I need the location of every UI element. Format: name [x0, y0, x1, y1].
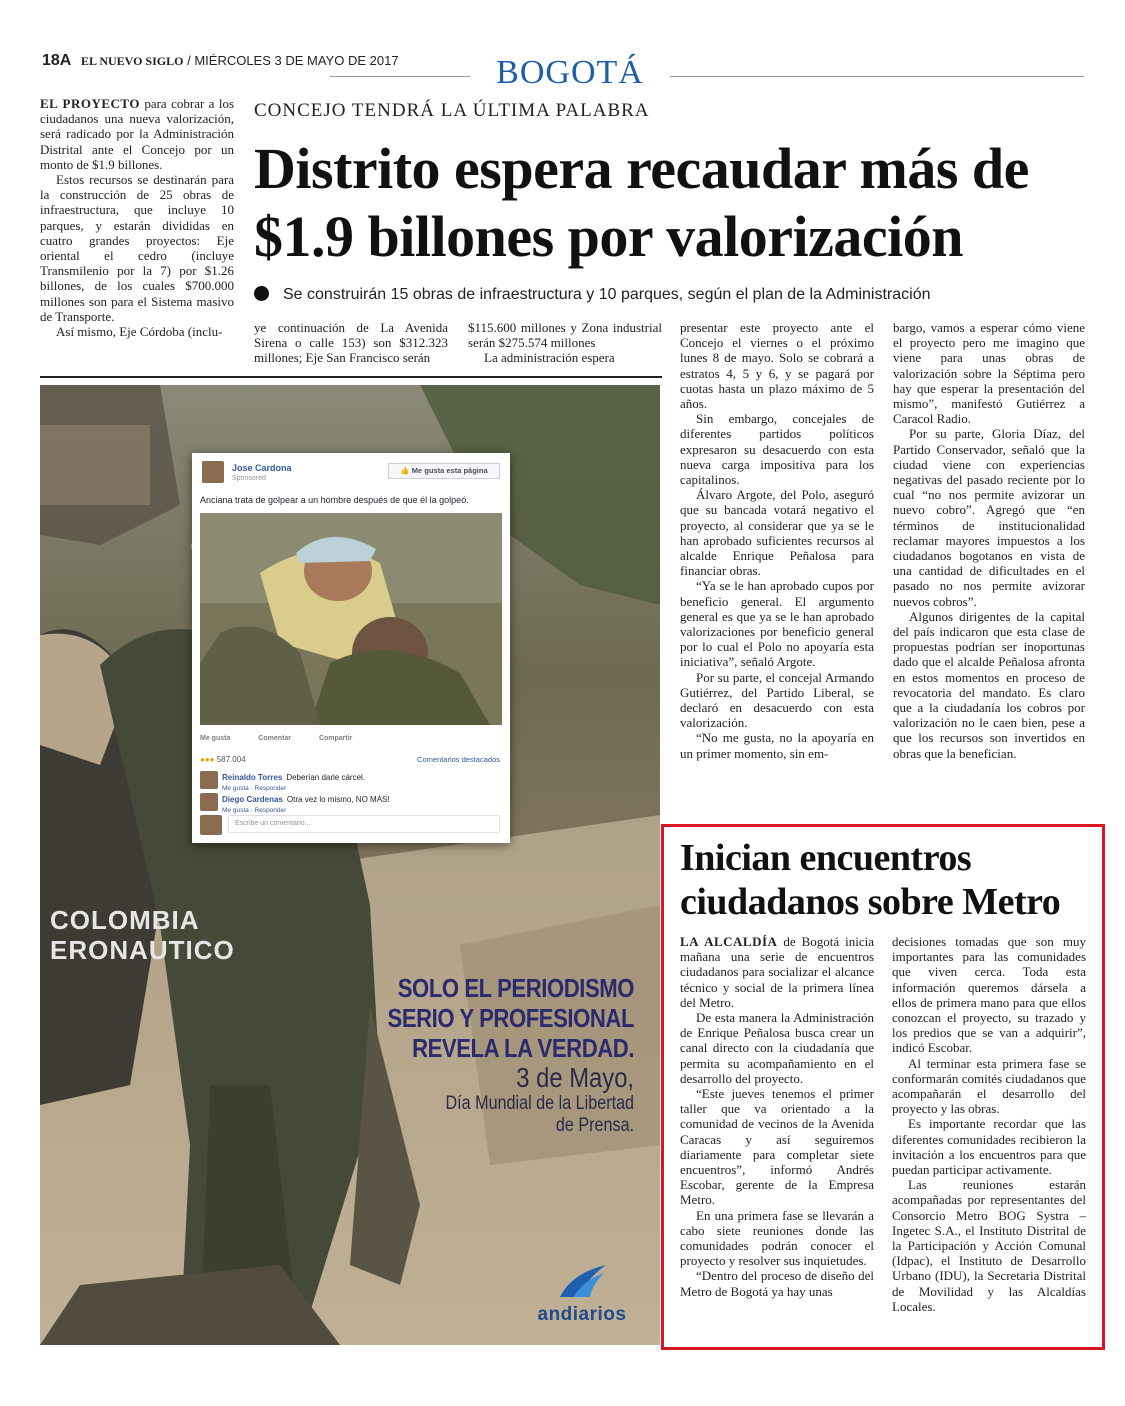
reaction-icons: ●●●	[200, 755, 215, 764]
shirt-lettering	[50, 905, 235, 965]
write-comment-field: Escribe un comentario...	[228, 815, 500, 833]
reactions-number: 587.004	[216, 755, 246, 764]
slogan-line-1: SOLO EL PERIODISMO	[397, 973, 634, 1003]
article-col4-p5: Por su parte, el concejal Armando Gutiérrez, del Partido Liberal, se declaró en desacuerdo con esta valorización.	[680, 669, 874, 731]
slogan-line-4: 3 de Mayo,	[516, 1062, 634, 1093]
metro-col2-p4: Las reuniones estarán acompañadas por representantes del Consorcio Metro BOG Systra – Ingetec S.A., el Instituto Distrital de la Participación y Acción Comunal (Idpac), el Instituto de Desarrollo Urbano (IDU), la Secretaria Distrital de Movilidad y las Alcaldías Locales.	[892, 1177, 1086, 1314]
slogan-line-3: REVELA LA VERDAD.	[412, 1033, 634, 1063]
section-title: BOGOTÁ	[496, 54, 644, 91]
article-col5-p3: Algunos dirigentes de la capital del país indicaron que esta clase de propuestas podrían ser inoportunas dado que el alcalde Peñalosa afronta en estos momentos en proceso de revocatoria del mandato. Es claro que a la ciudadanía los cobros por valorización no le caen bien, pese a que los recursos son invertidos en obras que la benefician.	[893, 608, 1085, 761]
metro-col2-p2: Al terminar esta primera fase se conformarán comités ciudadanos que acompañarán el desarrollo del proyecto y las obras.	[892, 1055, 1086, 1117]
andiarios-logo	[532, 1263, 632, 1326]
commenter-avatar-2	[200, 793, 218, 811]
metro-col2-p1: decisiones tomadas que son muy importantes para las comunidades que viven cerca. Toda esta información queremos dársela a ellos de primera mano para que ellos conozcan el proyecto, su trazado y los predios que se van a adquirir”, indicó Escobar.	[892, 934, 1086, 1056]
article-col1-p2: Estos recursos se destinarán para la construcción de 25 obras de infraestructura, que incluye 10 parques, y estarán divididas en cuatro grandes proyectos: Eje oriental el cedro (incluye Transmilenio por la 7) por $1.26 billones, de los cuales $700.000 millones son para el Sistema masivo de Transporte.	[40, 172, 234, 324]
metro-column-1	[680, 934, 874, 1299]
article-col5-p2: Por su parte, Gloria Díaz, del Partido Conservador, señaló que la ciudad viene con experiencias negativas del pasado reciente por lo cual “no nos permite avizorar un nuevo cobro”. Agregó que “en términos de institucionalidad reclamar mayores impuestos a los ciudadanos bogotanos en vista de una cantidad de dificultades en el pasado no nos permite avizorar nuevos cobros”.	[893, 426, 1085, 609]
article-col3-continued: La administración espera	[484, 350, 615, 366]
article-col4-p2: Sin embargo, concejales de diferentes partidos políticos expresaron su desacuerdo con esta nueva carga impositiva para los capitalinos.	[680, 411, 874, 488]
poster-avatar	[202, 461, 224, 483]
comment-1-text: Deberían darle cárcel.	[286, 773, 366, 782]
article-col1-p1: para cobrar a los ciudadanos una nueva valorización, será radicado por la Administración Distrital ante el Concejo por un monto de $1.9 billones.	[40, 96, 234, 172]
andiarios-logo-icon	[552, 1263, 612, 1299]
poster-name: Jose Cardona	[232, 463, 292, 473]
commenter-avatar-1	[200, 771, 218, 789]
andiarios-wordmark: andiarios	[537, 1304, 627, 1325]
article-subheadline	[254, 286, 1084, 304]
comment-action: Comentar	[258, 735, 291, 742]
article-column-5	[893, 320, 1085, 761]
like-page-button: 👍 Me gusta esta página	[388, 463, 500, 479]
top-rule-right	[670, 76, 1084, 77]
metro-col1-p1: de Bogotá inicia mañana una serie de encuentros ciudadanos para socializar el alcance técnico y social de la primera línea del Metro.	[680, 934, 875, 1010]
comment-1-author: Reinaldo Torres	[222, 773, 283, 782]
article-col4-p6: “No me gusta, no la apoyaría en un primer momento, sin em-	[680, 730, 874, 761]
press-freedom-advertisement	[40, 385, 660, 1345]
article-col5-p1: bargo, vamos a esperar cómo viene el proyecto pero me imagino que viene para unas obras de valorización sobre la Séptima pero hay que esperar la presentación del mismo”, manifestó Gutiérrez a Caracol Radio.	[893, 320, 1085, 427]
ad-slogan	[344, 973, 634, 1137]
own-avatar	[200, 815, 222, 835]
comment-1-meta: Me gusta · Responder	[222, 785, 287, 792]
metro-column-2	[892, 934, 1086, 1314]
comment-2-text: Otra vez lo mismo, NO MÁS!	[286, 795, 390, 804]
folio-separator: /	[187, 53, 191, 68]
top-comments-link: Comentarios destacados	[417, 755, 500, 764]
newspaper-name: EL NUEVO SIGLO	[80, 54, 184, 68]
post-text: Anciana trata de golpear a un hombre después de que él la golpeó.	[200, 495, 469, 505]
metro-col2-p3: Es importante recordar que las diferentes comunidades recibieron la invitación a los encuentros para que puedan participar activamente.	[892, 1116, 1086, 1178]
bullet-icon	[254, 286, 269, 301]
publication-date: MIÉRCOLES 3 DE MAYO DE 2017	[194, 53, 399, 68]
top-rule-left	[330, 76, 470, 77]
metro-col1-p3: “Este jueves tenemos el primer taller que va orientado a la comunidad de vecinos de la Avenida Caracas y así seguiremos diariamente para completar siete encuentros”, informó Andrés Escobar, gerente de la Empresa Metro.	[680, 1086, 874, 1208]
post-actions	[200, 735, 502, 742]
article-column-1	[40, 96, 234, 339]
post-photo	[200, 513, 502, 725]
like-action: Me gusta	[200, 735, 231, 742]
folio	[42, 52, 399, 70]
article-column-3	[468, 320, 662, 366]
comment-1	[222, 773, 365, 792]
article-column-4	[680, 320, 874, 761]
article-col4-p1: presentar este proyecto ante el Concejo el viernes o el próximo lunes 8 de mayo. Solo se cobrará a estratos 4, 5 y 6, y se pagará por cuotas hasta un plazo máximo de 5 años.	[680, 320, 874, 412]
divider-rule	[40, 376, 662, 378]
share-action: Compartir	[318, 735, 353, 742]
slogan-line-2: SERIO Y PROFESIONAL	[387, 1003, 634, 1033]
article-col3-text: $115.600 millones y Zona industrial serán $275.574 millones	[468, 320, 662, 351]
shirt-text-1: COLOMBIA	[50, 905, 200, 935]
shirt-text-2: ERONAUTICO	[50, 935, 235, 965]
post-photo-illustration	[200, 513, 502, 725]
article-col4-p3: Álvaro Argote, del Polo, aseguró que su bancada votará negativo el proyecto, al considerar que ya se le han aprobado suficientes recursos al alcalde Enrique Peñalosa para financiar obras.	[680, 487, 874, 579]
comment-2	[222, 795, 390, 814]
metro-col1-p4: En una primera fase se llevarán a cabo siete reuniones donde las comunidades podrán conocer el proyecto y resolver sus inquietudes.	[680, 1207, 874, 1269]
metro-col1-p2: De esta manera la Administración de Enrique Peñalosa busca crear un canal directo con la ciudadanía que permita su acompañamiento en el desarrollo del proyecto.	[680, 1010, 874, 1086]
article-col1-p3: Así mismo, Eje Córdoba (inclu-	[56, 324, 223, 340]
metro-col1-p5: “Dentro del proceso de diseño del Metro de Bogotá ya hay unas	[680, 1268, 874, 1299]
metro-headline: Inician encuentros ciudadanos sobre Metro	[680, 837, 1061, 923]
article-col2-text: ye continuación de La Avenida Sirena o calle 153) son $312.323 millones; Eje San Francisco serán	[254, 320, 448, 366]
article-lead: EL PROYECTO	[40, 96, 140, 111]
slogan-line-6: de Prensa.	[555, 1115, 634, 1136]
article-kicker: CONCEJO TENDRÁ LA ÚLTIMA PALABRA	[254, 100, 650, 121]
metro-lead: LA ALCALDÍA	[680, 934, 778, 949]
slogan-line-5: Día Mundial de la Libertad	[445, 1093, 634, 1114]
article-column-2	[254, 320, 448, 366]
comment-2-meta: Me gusta · Responder	[222, 807, 287, 814]
sponsored-label: Sponsored	[232, 475, 266, 482]
page-number: 18A	[42, 52, 72, 69]
comment-2-author: Diego Cardenas	[222, 795, 283, 804]
facebook-post-mockup	[192, 453, 510, 843]
article-subheadline-text: Se construirán 15 obras de infraestructura y 10 parques, según el plan de la Administración	[283, 286, 931, 303]
like-page-label: Me gusta esta página	[411, 466, 488, 475]
article-col4-p4: “Ya se le han aprobado cupos por beneficio general. El argumento general es que ya se le han aprobado valorizaciones por beneficio general por lo cual el Polo no apoyaría esta iniciativa”, señaló Argote.	[680, 578, 874, 670]
reactions-count	[200, 755, 246, 764]
article-headline: Distrito espera recaudar más de $1.9 billones por valorización	[254, 136, 1029, 269]
